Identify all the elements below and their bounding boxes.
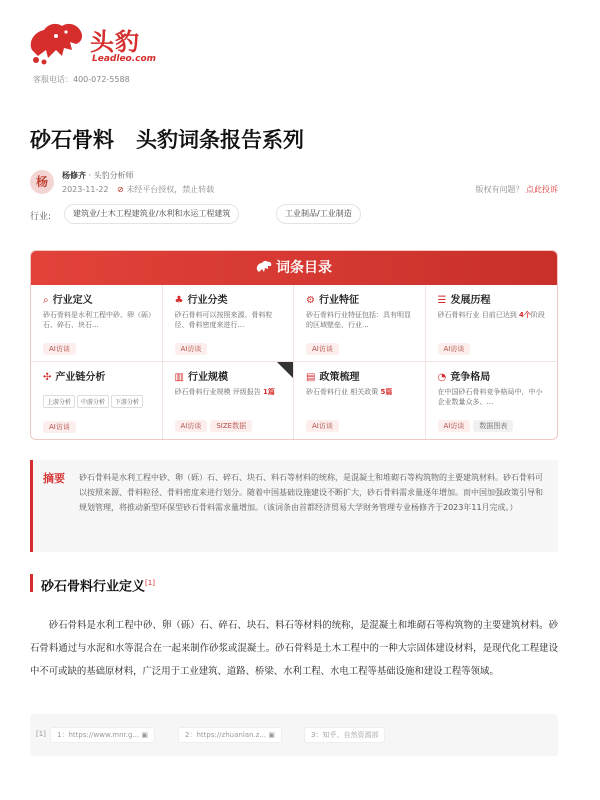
toc-item-desc: 砂石骨料是水利工程中砂、卵（砾）石、碎石、块石... xyxy=(43,311,152,329)
section-heading xyxy=(30,574,155,595)
ai-interview-chip[interactable]: AI访谈 xyxy=(306,420,339,432)
references-bar xyxy=(30,714,558,756)
search-doc-icon: ⌕ xyxy=(43,295,49,306)
ai-interview-chip[interactable]: AI访谈 xyxy=(306,343,339,355)
toc-header xyxy=(31,251,557,285)
no-repost-icon: ⊘ xyxy=(117,185,124,194)
ai-interview-chip[interactable]: AI访谈 xyxy=(175,343,208,355)
footnote-link[interactable]: [1] xyxy=(145,579,155,587)
section-title: 砂石骨料行业定义 xyxy=(41,579,146,595)
ai-interview-chip[interactable]: AI访谈 xyxy=(438,343,471,355)
industry-tag[interactable]: 工业制品/工业制造 xyxy=(276,204,361,224)
industry-tag[interactable]: 建筑业/土木工程建筑业/水利和水运工程建筑 xyxy=(64,204,239,224)
toc-item-market-size[interactable] xyxy=(163,362,295,439)
toc-item-definition[interactable] xyxy=(31,285,163,362)
abstract-text: 砂石骨料是水利工程中砂、卵（砾）石、碎石、块石、料石等材料的统称，是混凝土和堆砌石等构筑物的主要建筑材料。砂石骨料可以按照来源、骨料粒径、骨料密度来进行划分。随着中国基础设施建设不断扩大，砂石骨料需求量逐年增加。而中国加强政策引导和规划管理，将推动新型环保型砂石骨料需求量增加。（该词条由首都经济贸易大学财务管理专业杨修齐于2023年11月完成。） xyxy=(79,473,543,512)
toc-item-desc: 在中国砂石骨料竞争格局中，中小企业数量众多、... xyxy=(437,388,543,406)
abstract-label: 摘要 xyxy=(43,472,65,485)
toc-grid xyxy=(31,285,557,439)
toc-item-desc: 砂石骨料可以按照来源、骨料粒径、骨料密度来进行... xyxy=(174,311,273,329)
corner-badge-icon xyxy=(277,362,293,378)
toc-item-value-chain[interactable] xyxy=(31,362,163,439)
brand-name-en: Leadleo.com xyxy=(92,54,157,64)
timeline-icon: ☰ xyxy=(437,295,447,306)
toc-item-title: 政策梳理 xyxy=(319,372,360,383)
complaint-link[interactable]: 点此投诉 xyxy=(526,185,558,194)
repost-notice: 未经平台授权，禁止转载 xyxy=(126,185,215,194)
toc-item-desc: 砂石骨料行业 相关政策 5篇 xyxy=(306,388,393,396)
report-series: 头豹词条报告系列 xyxy=(136,128,304,152)
pie-chart-icon: ◔ xyxy=(437,372,447,383)
toc-panel xyxy=(30,250,558,440)
reference-link[interactable]: 2：https://zhuanlan.z... ▣ xyxy=(178,727,282,743)
gear-icon: ⚙ xyxy=(306,295,315,306)
section-body: 砂石骨料是水利工程中砂、卵（砾）石、碎石、块石、料石等材料的统称，是混凝土和堆砌石等构筑物的主要建筑材料。砂石骨料通过与水泥和水等混合在一起来制作砂浆或混凝土。砂石骨料是土木工程中的一种大宗固体建设材料，是现代化工程建设中不可或缺的基础原材料，广泛用于工业建筑、道路、桥梁、水利工程、水电工程等基础设施和建设工程等领域。 xyxy=(30,620,558,677)
customer-hotline: 客服电话：400-072-5588 xyxy=(33,75,130,84)
toc-title: 词条目录 xyxy=(31,257,557,277)
complaint-prompt: 版权有问题？ xyxy=(475,185,524,194)
ai-interview-chip[interactable]: AI访谈 xyxy=(438,420,471,432)
meta-line xyxy=(62,184,214,195)
external-link-icon: ▣ xyxy=(268,731,275,739)
downstream-chip[interactable]: 下游分析 xyxy=(111,395,143,408)
toc-item-policy[interactable] xyxy=(294,362,426,439)
report-title xyxy=(30,124,304,154)
toc-item-title: 行业分类 xyxy=(187,295,228,306)
report-title-main: 砂石骨料 xyxy=(30,128,114,152)
brand-logo[interactable] xyxy=(26,20,156,68)
toc-item-title: 产业链分析 xyxy=(55,372,106,383)
abstract-box xyxy=(30,460,558,552)
toc-item-desc: 砂石骨料行业规模 评级报告 1篇 xyxy=(174,388,275,396)
author-name[interactable]: 杨修齐 xyxy=(62,171,86,180)
toc-item-title: 行业规模 xyxy=(187,372,228,383)
toc-item-features[interactable] xyxy=(294,285,426,362)
chain-icon: ✣ xyxy=(43,372,52,383)
ai-interview-chip[interactable]: AI访谈 xyxy=(175,420,208,432)
industry-label: 行业: xyxy=(30,212,52,222)
toc-item-history[interactable] xyxy=(426,285,558,362)
reference-link[interactable]: 1：https://www.mnr.g... ▣ xyxy=(50,727,155,743)
reference-index: [1] xyxy=(36,730,46,738)
reference-link[interactable]: 3：知乎、自然资源部 xyxy=(304,727,385,743)
publish-date: 2023-11-22 xyxy=(62,185,109,194)
upstream-chip[interactable]: 上游分析 xyxy=(43,395,75,408)
brand-name-cn: 头豹 xyxy=(90,28,140,56)
toc-item-competition[interactable] xyxy=(426,362,558,439)
ai-interview-chip[interactable]: AI访谈 xyxy=(43,421,76,433)
toc-item-desc: 砂石骨料行业特征包括：具有明显的区域壁垒、行业... xyxy=(306,311,411,329)
ai-interview-chip[interactable]: AI访谈 xyxy=(43,343,76,355)
midstream-chip[interactable]: 中游分析 xyxy=(77,395,109,408)
hierarchy-icon: ♣ xyxy=(174,295,184,306)
avatar: 杨 xyxy=(30,170,54,194)
policy-doc-icon: ▤ xyxy=(306,372,316,383)
complaint-area xyxy=(475,184,558,195)
size-data-chip[interactable]: SIZE数据 xyxy=(210,420,252,432)
bar-chart-icon: ▥ xyxy=(174,372,184,383)
toc-item-title: 发展历程 xyxy=(450,295,491,306)
toc-item-title: 竞争格局 xyxy=(450,372,491,383)
author-line xyxy=(62,170,134,181)
external-link-icon: ▣ xyxy=(141,731,148,739)
toc-item-classification[interactable] xyxy=(163,285,295,362)
author-org: · 头豹分析师 xyxy=(88,171,134,180)
toc-item-desc: 砂石骨料行业 目前已达到 4个阶段 xyxy=(437,311,545,319)
data-chart-chip[interactable]: 数据图表 xyxy=(473,420,513,432)
toc-item-title: 行业特征 xyxy=(318,295,359,306)
leopard-logo-icon xyxy=(26,20,86,66)
leopard-icon xyxy=(256,260,272,274)
toc-item-title: 行业定义 xyxy=(52,295,93,306)
